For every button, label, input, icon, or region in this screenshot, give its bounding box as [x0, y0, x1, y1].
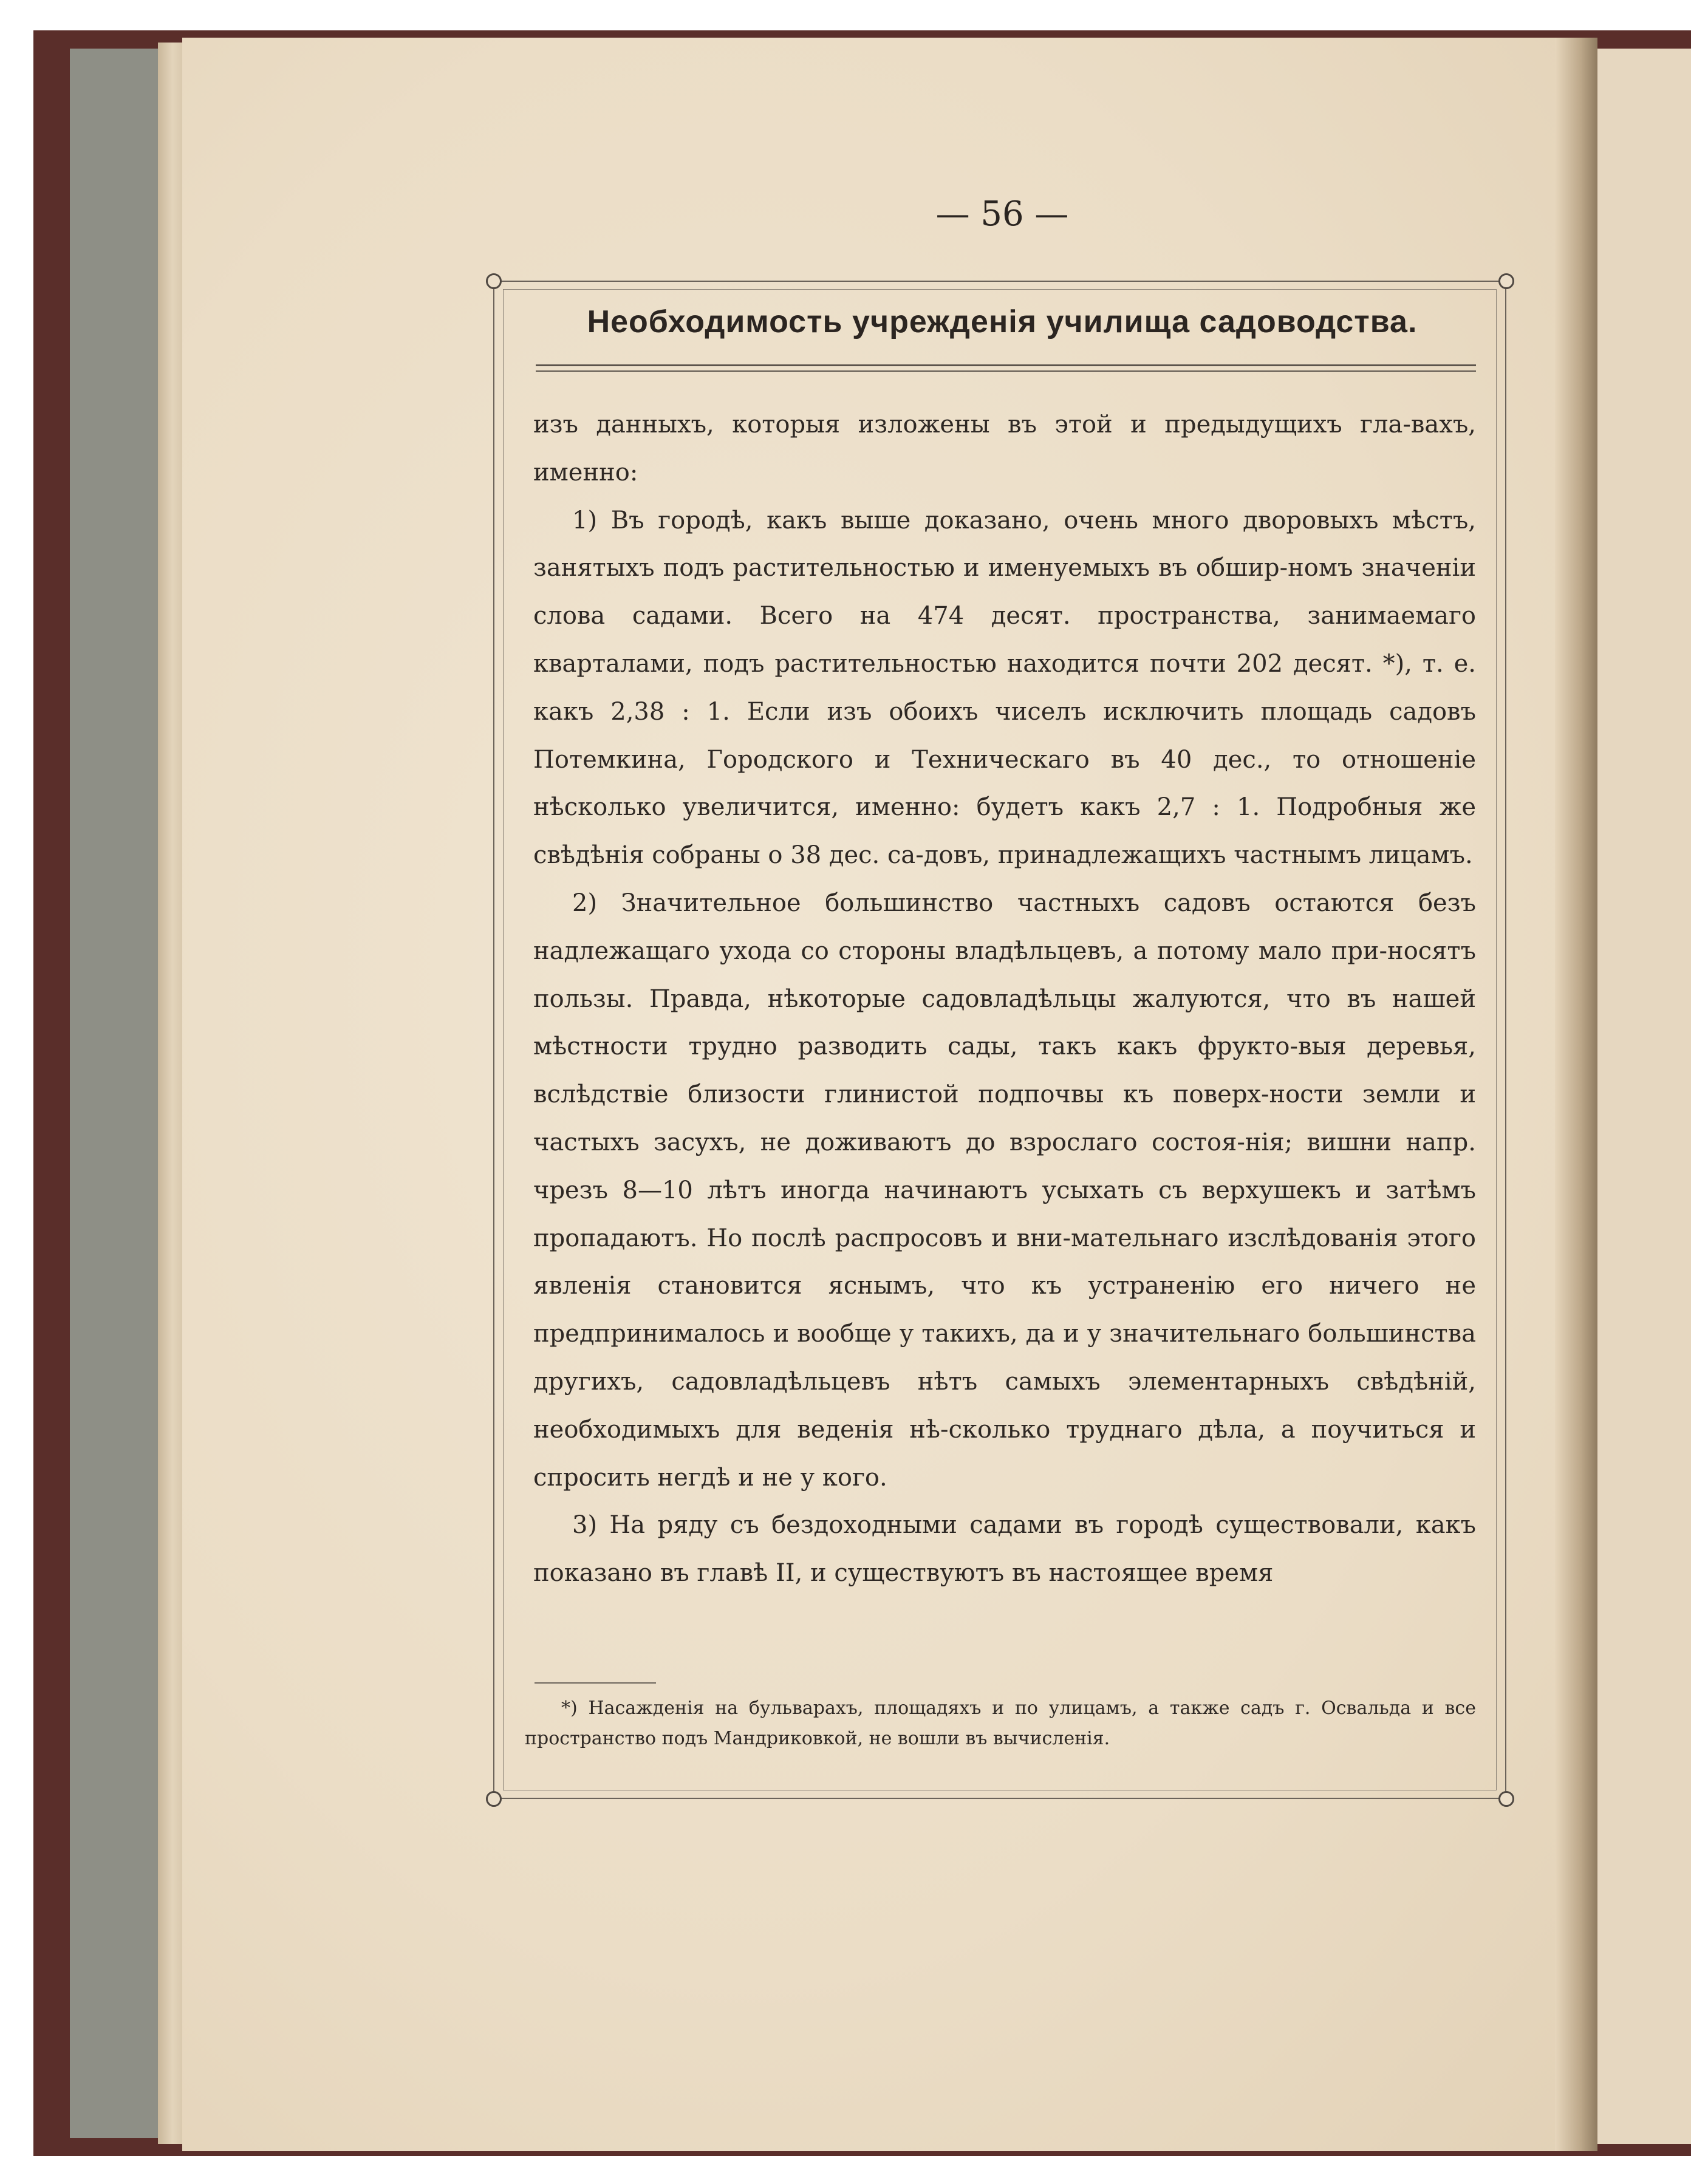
heading-rule — [536, 364, 1476, 366]
frame-corner-ornament — [1498, 1791, 1514, 1807]
page-number: — 56 — — [935, 194, 1069, 234]
chapter-heading: Необходимость учрежденія училища садоводства. — [587, 304, 1418, 340]
paragraph: 3) На ряду съ бездоходными садами въ городѣ существовали, какъ показано въ главѣ II, и существуютъ въ настоящее время — [533, 1511, 1476, 1588]
footnote-text: *) Насажденія на бульварахъ, площадяхъ и по улицамъ, а также садъ г. Освальда и все пространство подъ Мандриковкой, не вошли въ вычисленія. — [525, 1698, 1476, 1749]
frame-corner-ornament — [486, 273, 502, 289]
frame-corner-ornament — [486, 1791, 502, 1807]
book-gutter — [1555, 38, 1597, 2151]
heading-rule-double — [536, 370, 1476, 372]
facing-page-edge — [1597, 49, 1691, 2144]
footnote-rule — [535, 1682, 656, 1684]
body-text — [533, 401, 1476, 1597]
paragraph: изъ данныхъ, которыя изложены въ этой и предыдущихъ гла-вахъ, именно: — [533, 411, 1476, 486]
paragraph: 1) Въ городѣ, какъ выше доказано, очень много дворовыхъ мѣстъ, занятыхъ подъ растительностью и именуемыхъ въ обшир-номъ значеніи слова садами. Всего на 474 десят. пространства, занимаемаго кварталами, подъ растительностью находится почти 202 десят. *), т. е. какъ 2,38 : 1. Если изъ обоихъ чиселъ исключить площадь садовъ Потемкина, Городского и Техническаго въ 40 дес., то отношеніе нѣсколько увеличится, именно: будетъ какъ 2,7 : 1. Подробныя же свѣдѣнія собраны о 38 дес. са-довъ, принадлежащихъ частнымъ лицамъ. — [533, 506, 1476, 870]
paragraph: 2) Значительное большинство частныхъ садовъ остаются безъ надлежащаго ухода со стороны владѣльцевъ, а потому мало при-носятъ пользы. Правда, нѣкоторые садовладѣльцы жалуются, что въ нашей мѣстности трудно разводить сады, такъ какъ фрукто-выя деревья, вслѣдствіе близости глинистой подпочвы къ поверх-ности земли и частыхъ засухъ, не доживаютъ до взрослаго состоя-нія; вишни напр. чрезъ 8—10 лѣтъ иногда начинаютъ усыхать съ верхушекъ и затѣмъ пропадаютъ. Но послѣ распросовъ и вни-мательнаго изслѣдованія этого явленія становится яснымъ, что къ устраненію его ничего не предпринималось и вообще у такихъ, да и у значительнаго большинства другихъ, садовладѣльцевъ нѣтъ самыхъ элементарныхъ свѣдѣній, необходимыхъ для веденія нѣ-сколько труднаго дѣла, а поучиться и спросить негдѣ и не у кого. — [533, 889, 1476, 1492]
footnote — [525, 1693, 1476, 1754]
frame-corner-ornament — [1498, 273, 1514, 289]
